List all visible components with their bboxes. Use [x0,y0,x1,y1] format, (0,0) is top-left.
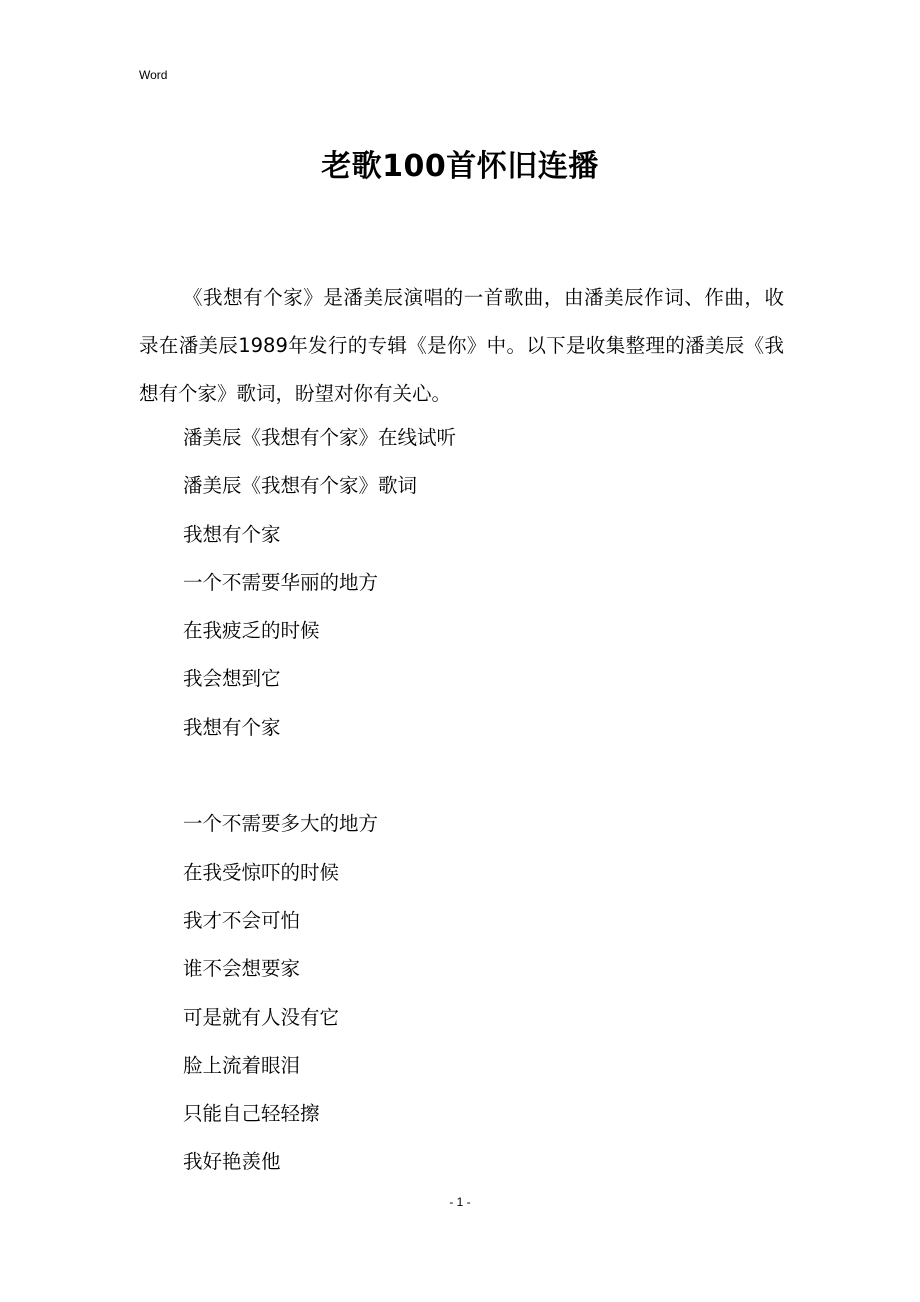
lyric-line: 在我受惊吓的时候 [183,860,340,884]
lyric-line: 我好艳羡他 [183,1150,281,1174]
lyric-line: 一个不需要多大的地方 [183,812,379,836]
intro-paragraph: 《我想有个家》是潘美辰演唱的一首歌曲，由潘美辰作词、作曲，收录在潘美辰1989年发行的专辑《是你》中。以下是收集整理的潘美辰《我想有个家》歌词，盼望对你有关心。 [139,286,784,405]
document-title: 老歌100首怀旧连播 [321,149,599,184]
text-line-lyrics-heading: 潘美辰《我想有个家》歌词 [183,474,418,498]
lyric-line: 只能自己轻轻擦 [183,1102,320,1126]
lyrics-list [183,414,456,1187]
blank-line [183,752,456,800]
lyric-line: 脸上流着眼泪 [183,1053,301,1077]
lyric-line: 谁不会想要家 [183,957,301,981]
text-line-online-listen: 潘美辰《我想有个家》在线试听 [183,426,457,449]
lyric-line: 我想有个家 [183,715,281,739]
lyric-line: 我会想到它 [183,667,281,691]
lyric-line: 我才不会可怕 [183,908,301,932]
page-number: - 1 - [449,1195,471,1209]
lyric-line: 可是就有人没有它 [183,1005,340,1029]
lyric-line: 我想有个家 [183,522,281,546]
header-app-label: Word [139,68,168,82]
lyric-line: 一个不需要华丽的地方 [183,570,379,594]
lyric-line: 在我疲乏的时候 [183,619,320,643]
